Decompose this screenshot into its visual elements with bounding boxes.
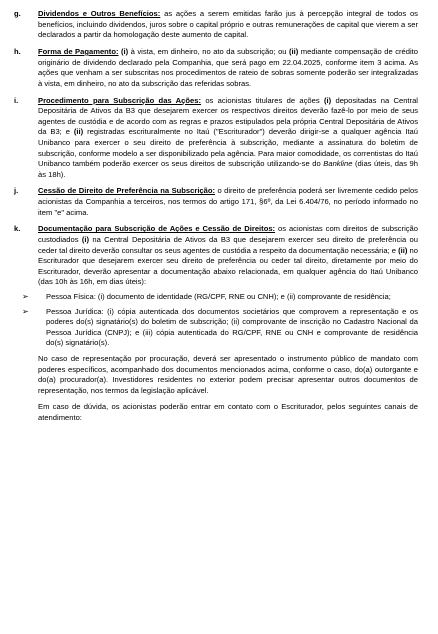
item-k-body: os acionistas com direitos de subscrição custodiados [38,224,418,245]
item-letter: h. [14,46,21,56]
item-i-body: (dias úteis, das 9h às 18h). [38,159,418,179]
item-i [14,96,418,181]
item-k-title: Documentação para Subscrição de Ações e Cessão de Direitos: [38,224,276,234]
item-h [14,47,418,89]
item-g [14,9,418,41]
item-h-body: mediante compensação de crédito originário de dividendo declarado pela Companhia, que será pago em 22.04.2025, conforme item 3 acima. As ações que venham a ser subscritas nos procedimentos de rateio de sobras somente poderão ser integralizadas à vista, em dinheiro, no ato da subscrição das referidas sobras. [38,46,418,88]
item-g-body: as ações a serem emitidas farão jus à percepção integral de todos os benefícios, incluindo dividendos, juros sobre o capital próprio e outras remunerações de capital que vierem a ser declarados a partir da homologação deste aumento de capital. [38,9,418,40]
item-i-title: Procedimento para Subscrição das Ações: [38,95,201,105]
bullet-pessoa-juridica [14,307,418,349]
item-j [14,186,418,218]
item-h-marker: (ii) [289,46,299,56]
bullet-pessoa-fisica [14,292,418,303]
contato-paragraph: Em caso de dúvida, os acionistas poderão entrar em contato com o Escriturador, pelos seguintes canais de atendimento: [38,402,418,422]
item-h-marker: (i) [121,46,129,56]
item-j-text [38,186,418,218]
item-h-title: Forma de Pagamento: [38,46,119,56]
item-k-marker: (ii) [398,245,408,255]
item-j-body: o direito de preferência poderá ser livremente cedido pelos acionistas da Companhia a terceiros, nos termos do artigo 171, §6º, da Lei 6.404/76, no período informado no item "e" acima. [38,186,418,217]
item-i-marker: (ii) [73,127,84,137]
item-letter: j. [14,186,19,196]
bullet-text: Pessoa Física: (i) documento de identidade (RG/CPF, RNE ou CNH); e (ii) comprovante de residência; [46,292,391,301]
item-i-text [38,96,418,181]
item-g-text [38,9,418,41]
procuracao-paragraph: No caso de representação por procuração, deverá ser apresentado o instrumento público de mandato com poderes específicos, acompanhado dos documentos mencionados acima, conforme o caso, do(a) outorgante e do(a) procurador(a). Investidores residentes no exterior podem precisar apresentar outros documentos de representação, nos termos da legislação aplicável. [38,353,418,395]
item-h-body: à vista, em dinheiro, no ato da subscrição; ou [128,46,289,56]
arrow-bullet-icon: ➢ [22,306,29,316]
item-letter: g. [14,9,21,18]
item-k-text [38,224,418,288]
item-k [14,224,418,288]
item-i-body: registradas escrituralmente no Itaú ("Escriturador") deverão dirigir-se a qualquer agência Itaú Unibanco para exercer o seu direito de preferência à subscrição, mediante a assinatura do boletim de subscrição, conforme modelo a ser disponibilizado pela agência. Para maior comodidade, os correntistas do Itaú Unibanco também poderão exercer os seus direitos de subscrição utilizando-se do [38,127,418,169]
item-letter: i. [14,95,19,105]
item-k-body: no Escriturador que desejarem exercer seu direito de preferência ou ceder tal direito, diretamente por meio do Escriturador, deverão apresentar a documentação abaixo relacionada, em qualquer agência do Itaú Unibanco (das 10h às 16h, em dias úteis): [38,245,418,287]
item-i-marker: (i) [323,95,332,105]
item-letter: k. [14,224,21,234]
bankline-term: Bankline [323,159,353,169]
item-h-text [38,47,418,89]
item-k-body: na Central Depositária de Ativos da B3 que desejarem exercer seu direito de preferência ou ceder tal direito deverão consultar os seus agentes de custódia a respeito da documentação necessária; e [38,235,418,255]
item-i-body: os acionistas titulares de ações [201,95,324,105]
item-g-title: Dividendos e Outros Benefícios: [38,9,161,18]
item-i-body: depositadas na Central Depositária de Ativos da B3 que desejarem exercer os respectivos direitos deverão fazê-lo por meio de seus agentes de custódia e de acordo com as regras e prazos estipulados pela própria Central Depositária de Ativos da B3; e [38,95,418,137]
item-j-title: Cessão de Direito de Preferência na Subscrição: [38,186,216,196]
arrow-bullet-icon: ➢ [22,292,29,301]
item-k-marker: (i) [81,235,90,245]
bullet-text: Pessoa Jurídica: (i) cópia autenticada dos documentos societários que comprovem a representação e os poderes do(s) signatário(s) do boletim de subscrição; (ii) comprovante de inscrição no Cadastro Nacional da Pessoa Jurídica (CNPJ); e (iii) cópia autenticada do RG/CPF, RNE ou CNH e comprovante de residência do(s) signatário(s). [46,306,418,348]
